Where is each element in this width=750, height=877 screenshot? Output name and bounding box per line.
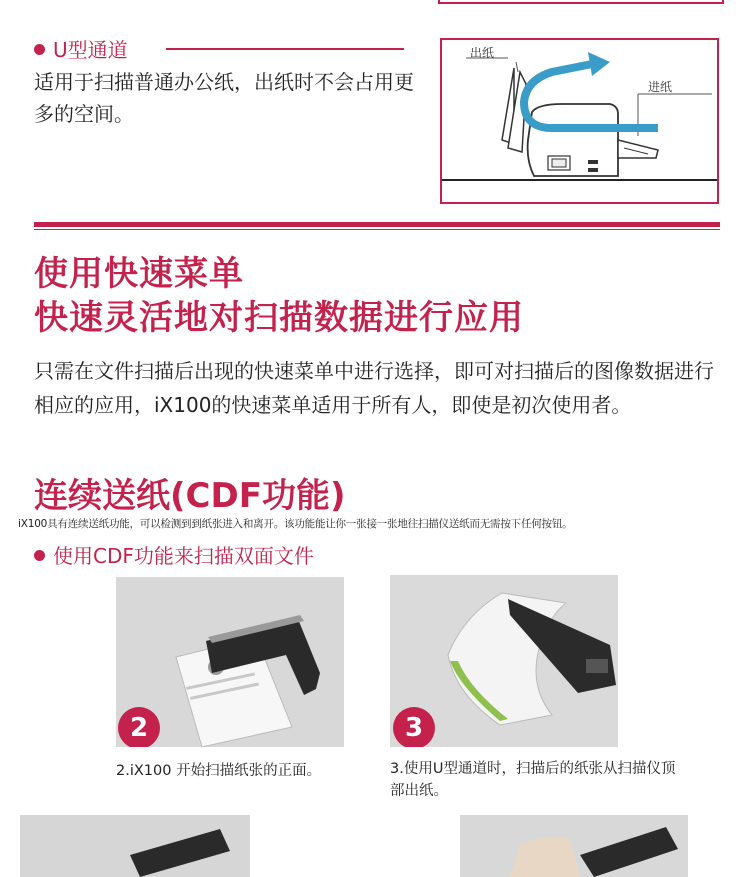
quick-menu-heading-line2: 快速灵活地对扫描数据进行应用 — [34, 298, 524, 338]
u-path-title-rule — [166, 48, 404, 50]
section-divider-thin — [34, 229, 720, 230]
scanner-photo-icon — [20, 815, 250, 877]
quick-menu-body: 只需在文件扫描后出现的快速菜单中进行选择，即可对扫描后的图像数据进行相应的应用，iX100的快速菜单适用于所有人，即使是初次使用者。 — [34, 359, 714, 417]
scanner-photo-icon — [460, 815, 688, 877]
step5-photo — [460, 815, 688, 877]
u-path-title — [34, 34, 128, 63]
previous-diagram-frame — [438, 0, 724, 4]
step3-photo — [390, 575, 618, 747]
step3-caption: 3.使用U型通道时，扫描后的纸张从扫描仪顶部出纸。 — [390, 761, 676, 799]
scanner-diagram-icon — [442, 40, 717, 202]
cdf-subheading-text: 使用CDF功能来扫描双面文件 — [53, 544, 314, 568]
cdf-subheading — [34, 540, 314, 569]
step2-badge: 2 — [118, 707, 160, 747]
output-label: 出纸 — [470, 46, 495, 60]
cdf-note: iX100具有连续送纸功能，可以检测到到纸张进入和离开。该功能能让你一张接一张地往扫描仪送纸而无需按下任何按钮。 — [18, 518, 573, 530]
u-path-title-text: U型通道 — [53, 38, 128, 62]
step2-caption: 2.iX100 开始扫描纸张的正面。 — [116, 763, 322, 779]
section-divider — [34, 222, 720, 227]
step2-photo — [116, 577, 344, 747]
step3-badge: 3 — [393, 707, 435, 747]
input-label: 进纸 — [648, 80, 673, 94]
bullet-dot-icon — [34, 550, 45, 561]
u-path-description: 适用于扫描普通办公纸，出纸时不会占用更多的空间。 — [34, 70, 414, 126]
u-path-diagram — [440, 38, 719, 204]
cdf-heading: 连续送纸(CDF功能) — [34, 476, 346, 516]
bullet-dot-icon — [34, 44, 45, 55]
step4-photo — [20, 815, 250, 877]
quick-menu-heading-line1: 使用快速菜单 — [34, 254, 244, 294]
